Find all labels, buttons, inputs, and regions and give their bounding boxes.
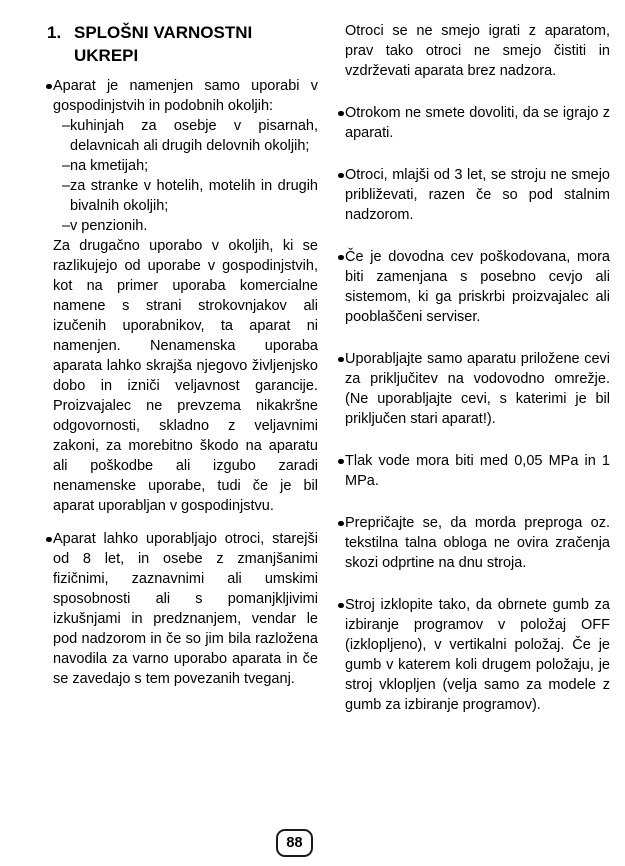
- safety-bullet: [338, 165, 610, 225]
- bullet-icon: [338, 521, 344, 527]
- left-column: [46, 21, 318, 715]
- bullet-text: Če je dovodna cev poškodovana, mora biti zamenjana s posebno cevjo ali sistemom, ki ga priskrbi proizvajalec ali pooblaščeni serviser.: [345, 249, 610, 325]
- safety-bullet: [46, 529, 318, 689]
- sub-item-text: v penzionih.: [70, 218, 148, 234]
- paragraph-continuation: [46, 236, 318, 516]
- page-number-text: 88: [286, 835, 303, 851]
- bullet-text: Aparat lahko uporabljajo otroci, starejši od 8 let, in osebe z zmanjšanimi fizičnimi, zaznavnimi ali umskimi sposobnosti ali s pomanjkljivimi izkušnjami in predznanjem, vendar le pod nadzorom in če so jim bila razložena navodila za varno uporabo aparata in če se zavedajo s tem povezanih tveganj.: [53, 531, 318, 687]
- section-heading: [47, 21, 318, 67]
- safety-bullet: [338, 247, 610, 327]
- bullet-text: Stroj izklopite tako, da obrnete gumb za izbiranje programov v položaj OFF (izklopljeno), v vertikalni položaj. Če je gumb v katerem koli drugem položaju, je stroj vklopljen (velja samo za modele z gumb za izbiranje programov).: [345, 597, 610, 713]
- safety-bullet: [338, 349, 610, 429]
- safety-bullet: [338, 103, 610, 143]
- sub-list-item: [46, 156, 318, 176]
- paragraph-continuation: [338, 21, 610, 81]
- section-number: 1.: [47, 23, 62, 42]
- bullet-text: Otrokom ne smete dovoliti, da se igrajo z aparati.: [345, 105, 610, 141]
- bullet-text: Aparat je namenjen samo uporabi v gospodinjstvih in podobnih okoljih:: [53, 78, 318, 114]
- bullet-icon: [338, 357, 344, 363]
- safety-bullet: [338, 595, 610, 715]
- section-title: SPLOŠNI VARNOSTNI UKREPI: [74, 23, 253, 65]
- dash-icon: –: [62, 118, 71, 134]
- dash-icon: –: [62, 158, 71, 174]
- bullet-icon: [46, 84, 52, 90]
- bullet-text: Uporabljajte samo aparatu priložene cevi za priključitev na vodovodno omrežje. (Ne uporabljajte cevi, s katerimi je bil priključen stari aparat!).: [345, 351, 610, 427]
- dash-icon: –: [62, 218, 71, 234]
- paragraph-text: Otroci se ne smejo igrati z aparatom, prav tako otroci ne smejo čistiti in vzdrževati aparata brez nadzora.: [345, 23, 610, 79]
- right-column: [338, 21, 610, 715]
- dash-icon: –: [62, 178, 71, 194]
- bullet-icon: [338, 459, 344, 465]
- paragraph-text: Za drugačno uporabo v okoljih, ki se razlikujejo od uporabe v gospodinjstvih, kot na primer uporaba komercialne namene s strani strokovnjakov ali izučenih uporabnikov, ta aparat ni namenjen. Nenamenska uporaba aparata lahko skrajša njegovo življenjsko dobo in izniči veljavnost garancije. Proizvajalec ne prevzema nikakršne odgovornosti, skladno z veljavnimi zakoni, za morebitno škodo na aparatu ali poškodbe ali izgubo zaradi nenamenske uporabe, tudi če je bil aparat uporabljan v gospodinjstvu.: [53, 238, 318, 514]
- bullet-text: Tlak vode mora biti med 0,05 MPa in 1 MPa.: [345, 453, 610, 489]
- safety-bullet: [46, 76, 318, 116]
- sub-item-text: za stranke v hotelih, motelih in drugih bivalnih okoljih;: [70, 178, 318, 214]
- bullet-icon: [338, 111, 344, 117]
- bullet-icon: [338, 603, 344, 609]
- bullet-icon: [46, 537, 52, 543]
- bullet-icon: [338, 173, 344, 179]
- bullet-text: Otroci, mlajši od 3 let, se stroju ne smejo približevati, razen če so pod stalnim nadzorom.: [345, 167, 610, 223]
- sub-item-text: kuhinjah za osebje v pisarnah, delavnicah ali drugih delovnih okoljih;: [70, 118, 318, 154]
- sub-list-item: [46, 176, 318, 216]
- bullet-icon: [338, 255, 344, 261]
- two-column-layout: [46, 21, 610, 715]
- sub-item-text: na kmetijah;: [70, 158, 149, 174]
- safety-bullet: [338, 451, 610, 491]
- page-number-badge: [276, 829, 313, 857]
- sub-list-item: [46, 216, 318, 236]
- bullet-text: Prepričajte se, da morda preproga oz. tekstilna talna obloga ne ovira zračenja skozi odprtine na dnu stroja.: [345, 515, 610, 571]
- safety-bullet: [338, 513, 610, 573]
- sub-list-item: [46, 116, 318, 156]
